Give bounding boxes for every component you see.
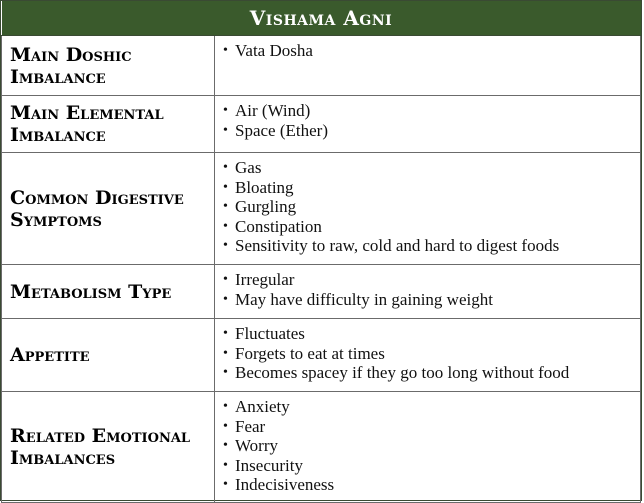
list-item: • Insecurity [223,456,634,476]
table-title: Vishama Agni [2,1,641,36]
table-row-metabolism-type [2,265,641,319]
bullet-list [223,324,634,383]
row-content [215,96,641,153]
list-item: • Fear [223,417,634,437]
bullet-list [223,41,634,61]
table-row-doshic-imbalance [2,36,641,96]
list-item: • Forgets to eat at times [223,344,634,364]
row-content [215,319,641,392]
table-row-emotional-imbalances [2,392,641,503]
row-label-line: Metabolism Type [10,280,172,303]
row-label-line: Imbalance [10,124,106,146]
row-label [2,319,215,392]
list-item: • Gurgling [223,197,634,217]
row-content [215,153,641,265]
row-content [215,265,641,319]
list-item: • Anxiety [223,397,634,417]
bullet-list [223,397,634,495]
list-item: • Fluctuates [223,324,634,344]
list-item: • Constipation [223,217,634,237]
list-item: • Air (Wind) [223,101,634,121]
list-item: • Irregular [223,270,634,290]
row-content [215,392,641,503]
row-label-line: Common Digestive [10,186,184,209]
list-item: • Space (Ether) [223,121,634,141]
row-label-line: Imbalance [10,65,106,88]
row-label-line: Symptoms [10,208,102,231]
list-item: • Indecisiveness [223,475,634,495]
table-row-appetite [2,319,641,392]
list-item: • Bloating [223,178,634,198]
list-item: • Becomes spacey if they go too long without food [223,363,634,383]
list-item: • Gas [223,158,634,178]
bullet-list [223,158,634,256]
row-label-line: Main Doshic [10,43,132,66]
list-item: • Sensitivity to raw, cold and hard to digest foods [223,236,634,256]
row-content [215,36,641,96]
table-row-digestive-symptoms [2,153,641,265]
row-label-line: Related Emotional [10,425,191,447]
list-item: • Worry [223,436,634,456]
row-label-line: Main Elemental [10,102,164,124]
row-label-line: Appetite [10,344,90,366]
row-label [2,96,215,153]
table-row-elemental-imbalance [2,96,641,153]
row-label [2,265,215,319]
list-item: • Vata Dosha [223,41,634,61]
row-label [2,392,215,503]
bullet-list [223,270,634,309]
vishama-agni-table [1,1,641,503]
row-label [2,36,215,96]
row-label-line: Imbalances [10,447,116,469]
list-item: • May have difficulty in gaining weight [223,290,634,310]
row-label [2,153,215,265]
bullet-list [223,101,634,140]
